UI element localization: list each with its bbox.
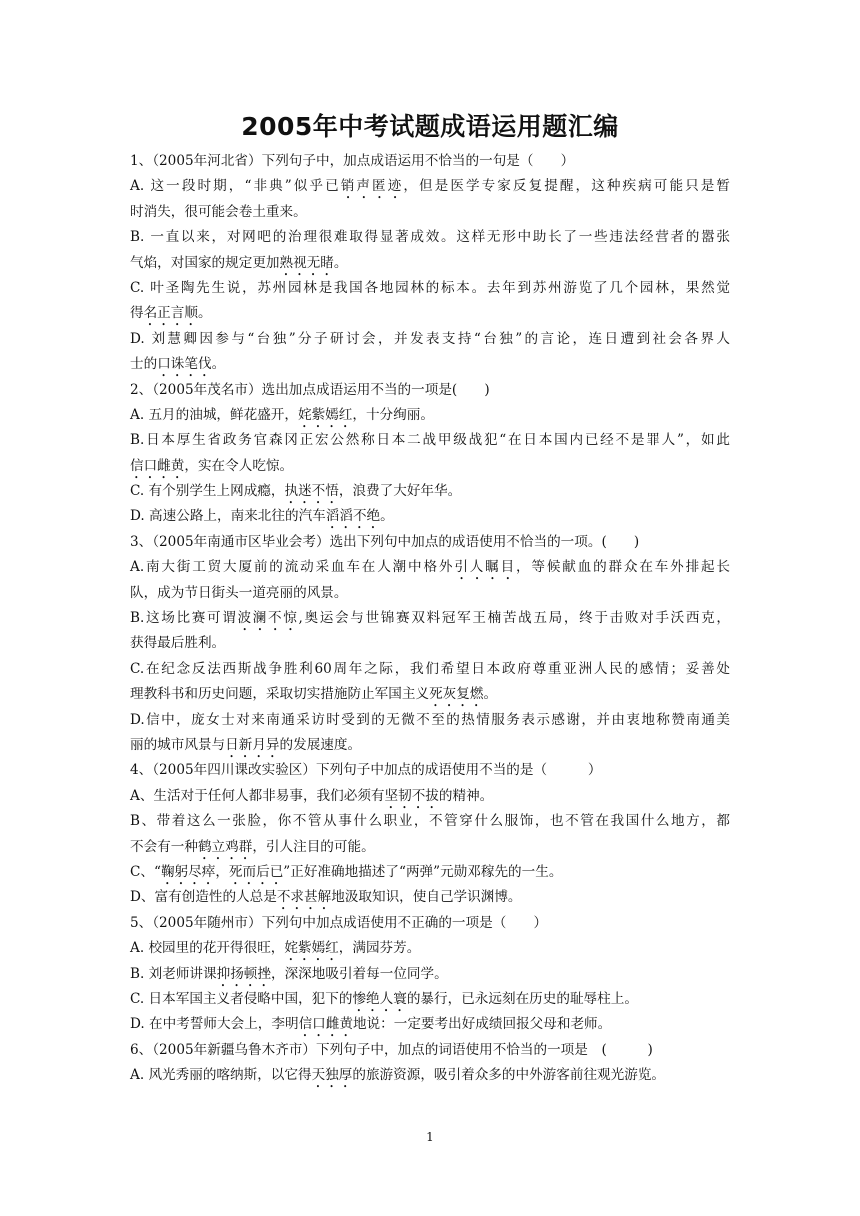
dotted-idiom: 姹紫嫣红 (298, 406, 353, 423)
text-segment: A、生活对于任何人都非易事，我们必须有 (130, 787, 385, 804)
option-line (130, 606, 730, 631)
dotted-idiom: 滔滔不绝 (325, 508, 381, 525)
dotted-idiom: 熟视无睹 (279, 254, 334, 271)
option-line (130, 403, 730, 428)
dotted-idiom: 口诛笔伐 (157, 356, 212, 373)
text-segment: 。 (333, 254, 348, 271)
text-segment: C. 日本军国主义者侵略中国，犯下的 (130, 990, 353, 1007)
option-line (130, 1063, 730, 1088)
text-segment: B.这场比赛可谓 (130, 610, 238, 627)
dotted-idiom: 惨绝人寰 (352, 990, 407, 1007)
option-line (130, 809, 730, 834)
text-segment: B. 一直以来，对网吧的治理很难取得显著成效。这样无形中助长了一些违法经营者的嚣张 (130, 229, 730, 246)
text-segment: ，等候献血的群众在车外排起长 (515, 559, 731, 576)
text-segment: 时消失，很可能会卷土重来。 (130, 203, 307, 220)
text-segment: A. 风光秀丽的喀纳斯，以它得 (130, 1067, 312, 1084)
option-line (130, 301, 730, 326)
dotted-idiom: 信口雌黄 (298, 1016, 353, 1033)
dotted-idiom: 波澜不惊 (237, 610, 299, 627)
text-segment: ”正好准确地描述了“两弹”元勋邓稼先的一生。 (283, 863, 563, 880)
option-line (130, 200, 730, 225)
text-segment: 1、（2005年河北省）下列句子中，加点成语运用不恰当的一句是（ ） (130, 153, 575, 169)
text-segment: 丽的城市风景与 (130, 736, 226, 753)
dotted-idiom: 死灰复燃 (429, 686, 484, 703)
text-segment: C.在纪念反法西斯战争胜利60周年之际，我们希望日本政府尊重亚洲人民的感情；妥善处 (130, 660, 730, 677)
option-line (130, 276, 730, 301)
question-stem (130, 1038, 730, 1063)
option-line (130, 504, 730, 529)
text-segment: 士的 (130, 356, 158, 373)
option-line (130, 860, 730, 885)
text-segment: 4、（2005年四川课改实验区）下列句子中加点的成语使用不当的是（ ） (130, 762, 602, 779)
option-line (130, 987, 730, 1012)
option-line (130, 251, 730, 276)
text-segment: B.日本厚生省政务官森冈正宏公然称日本二战甲级战犯“在日本国内已经不是罪人”，如此 (130, 432, 730, 449)
text-segment: ，满园芬芳。 (338, 940, 421, 957)
text-segment: ，但是医学专家反复提醒，这种疾病可能只是暂 (403, 178, 731, 195)
option-line (130, 733, 730, 758)
text-segment: A. 这一段时期，“非典”似乎已 (130, 178, 341, 195)
option-line (130, 581, 730, 606)
dotted-idiom: 信口雌黄 (130, 457, 185, 474)
option-line (130, 327, 730, 352)
text-segment: 。 (380, 508, 394, 525)
question-list (130, 149, 730, 1088)
text-segment: ，十分绚丽。 (352, 406, 434, 423)
text-segment: A.南大街工贸大厦前的流动采血车在人潮中格外 (130, 559, 455, 576)
dotted-idiom: 不求甚解 (276, 889, 332, 906)
text-segment: 气焰，对国家的规定更加 (130, 254, 280, 271)
option-line (130, 936, 730, 961)
text-segment: B. 刘老师讲课 (130, 965, 217, 982)
text-segment: A. 五月的油城，鲜花盛开， (130, 406, 298, 423)
text-segment: 理教科书和历史问题，采取切实措施防止军国主义 (130, 686, 430, 703)
text-segment: 队，成为节日街头一道亮丽的风景。 (130, 584, 348, 601)
option-line (130, 479, 730, 504)
text-segment: C、“ (130, 863, 161, 880)
text-segment: 的旅游资源，吸引着众多的中外游客前往观光游览。 (352, 1067, 666, 1084)
dotted-idiom: 引人瞩目 (454, 559, 516, 576)
option-line (130, 708, 730, 733)
dotted-idiom: 日新月异 (225, 736, 280, 753)
dotted-idiom: 鹤立鸡群 (197, 838, 253, 855)
text-segment: 地汲取知识，使自己学识渊博。 (331, 889, 522, 906)
question-stem (130, 530, 730, 555)
text-segment: 5、（2005年随州市）下列句中加点成语使用不正确的一项是（ ） (130, 914, 548, 931)
text-segment: 地说：一定要考出好成绩回报父母和老师。 (352, 1016, 612, 1033)
text-segment: A. 校园里的花开得很旺， (130, 940, 285, 957)
text-segment: 得 (130, 305, 144, 322)
question-stem (130, 378, 730, 403)
text-segment: ，引人注目的可能。 (252, 838, 375, 855)
text-segment: ,奥运会与世锦赛双料冠军王楠苦战五局，终于击败对手沃西克， (298, 610, 731, 627)
text-segment: D. 在中考誓师大会上，李明 (130, 1016, 299, 1033)
option-line (130, 682, 730, 707)
text-segment: 。 (211, 356, 226, 373)
option-line (130, 225, 730, 250)
text-segment: D. 高速公路上，南来北往的汽车 (130, 508, 326, 525)
text-segment: 不会有一种 (130, 838, 198, 855)
text-segment: 获得最后胜利。 (130, 635, 226, 652)
option-line (130, 428, 730, 453)
dotted-idiom: 姹紫嫣红 (284, 940, 339, 957)
text-segment: 。 (197, 305, 212, 322)
option-line (130, 631, 730, 656)
dotted-idiom: 鞠躬尽瘁，死而后已 (160, 863, 284, 880)
text-segment: ，浪费了大好年华。 (338, 483, 462, 500)
question-stem (130, 758, 730, 783)
text-segment: 6、（2005年新疆乌鲁木齐市）下列句子中，加点的词语使用不恰当的一项是 ( ) (130, 1041, 653, 1058)
text-segment: 3、（2005年南通市区毕业会考）选出下列句中加点的成语使用不恰当的一项。( ) (130, 533, 640, 550)
option-line (130, 885, 730, 910)
text-segment: 。 (483, 686, 498, 703)
option-line (130, 174, 730, 199)
dotted-idiom: 销声匿迹 (340, 178, 404, 195)
document-title: 2005年中考试题成语运用题汇编 (241, 112, 619, 141)
text-segment: 的精神。 (438, 787, 494, 804)
option-line (130, 1012, 730, 1037)
dotted-idiom: 坚韧不拔 (384, 787, 439, 804)
option-line (130, 784, 730, 809)
question-stem (130, 149, 730, 174)
option-line (130, 835, 730, 860)
text-segment: C. 叶圣陶先生说，苏州园林是我国各地园林的标本。去年到苏州游览了几个园林，果然觉 (130, 279, 730, 296)
text-segment: 2、（2005年茂名市）选出加点成语运用不当的一项是( ) (130, 381, 490, 398)
option-line (130, 454, 730, 479)
question-stem (130, 911, 730, 936)
dotted-idiom: 天独厚 (311, 1067, 353, 1084)
text-segment: 的发展速度。 (279, 736, 362, 753)
dotted-idiom: 名正言顺 (143, 305, 198, 322)
option-line (130, 555, 730, 580)
text-segment: ，实在令人吃惊。 (184, 457, 294, 474)
option-line (130, 657, 730, 682)
dotted-idiom: 抑扬顿挫 (216, 965, 271, 982)
dotted-idiom: 执迷不悟 (284, 483, 339, 500)
text-segment: D. 刘慧卿因参与“台独”分子研讨会，并发表支持“台独”的言论，连日遭到社会各界人 (130, 330, 730, 347)
page-number: 1 (426, 1130, 434, 1144)
text-segment: 的暴行，已永远刻在历史的耻辱柱上。 (406, 990, 638, 1007)
text-segment: C. 有个别学生上网成瘾， (130, 483, 285, 500)
option-line (130, 352, 730, 377)
text-segment: ，深深地吸引着每一位同学。 (270, 965, 448, 982)
text-segment: B、带着这么一张脸，你不管从事什么职业，不管穿什么服饰，也不管在我国什么地方，都 (130, 813, 730, 830)
option-line (130, 962, 730, 987)
text-segment: D、富有创造性的人总是 (130, 889, 277, 906)
text-segment: D.信中，庞女士对来南通采访时受到的无微不至的热情服务表示感谢，并由衷地称赞南通美 (130, 711, 730, 728)
